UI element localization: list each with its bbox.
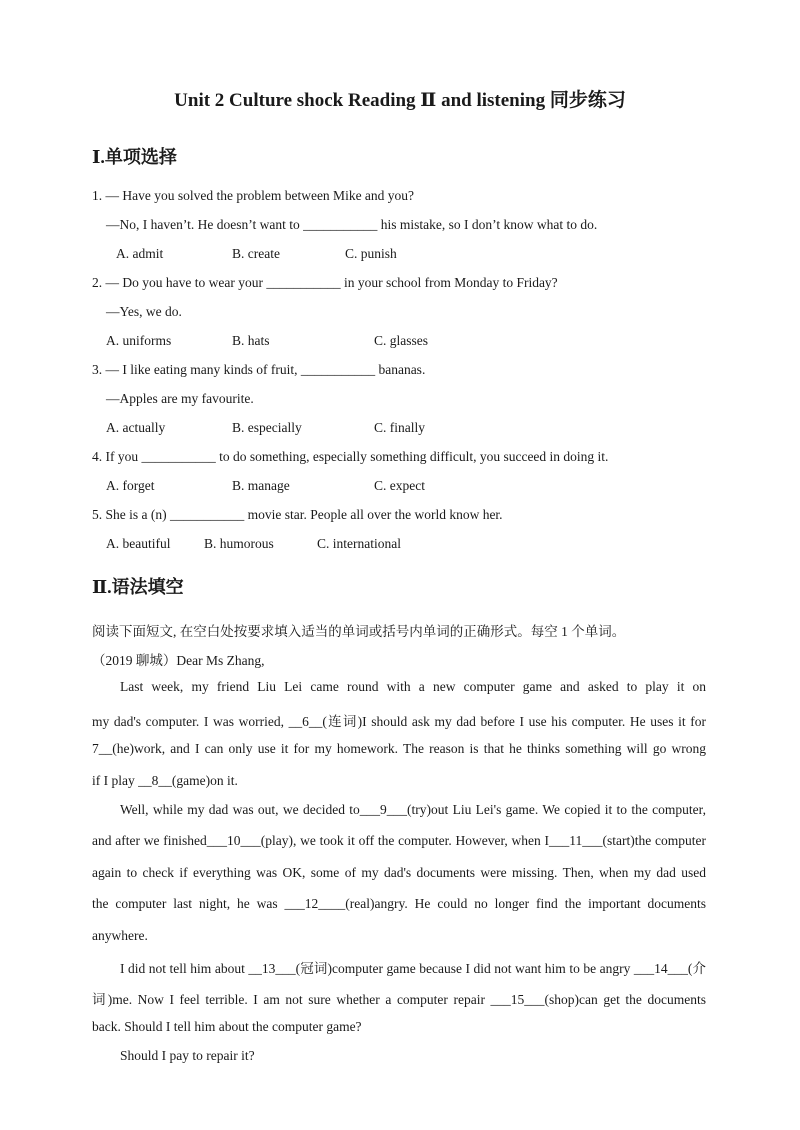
passage-line: and after we finished___10___(play), we took it off the computer. However, when I___11___(start)the computer [92, 833, 706, 848]
question-2-option-a: A. uniforms [106, 333, 172, 348]
question-4-stem: 4. If you ___________ to do something, especially something difficult, you succeed in doing it. [92, 449, 609, 464]
section-2-instruction: 阅读下面短文, 在空白处按要求填入适当的单词或括号内单词的正确形式。每空 1 个单词。 [92, 624, 626, 639]
question-3-option-b: B. especially [232, 420, 302, 435]
passage-line: 7__(he)work, and I can only use it for my homework. The reason is that he thinks something will go wrong [92, 741, 706, 756]
question-1-option-b: B. create [232, 246, 280, 261]
passage-line: Last week, my friend Liu Lei came round with a new computer game and asked to play it on [120, 679, 706, 694]
question-2-option-c: C. glasses [374, 333, 428, 348]
passage-line: my dad's computer. I was worried, __6__(连词)I should ask my dad before I use his computer. He uses it for [92, 714, 706, 729]
question-1-reply: —No, I haven’t. He doesn’t want to ___________ his mistake, so I don’t know what to do. [106, 217, 598, 232]
passage-line: again to check if everything was OK, some of my dad's documents were missing. Then, when my dad used [92, 865, 706, 880]
question-4-option-a: A. forget [106, 478, 155, 493]
letter-salutation: （2019 聊城）Dear Ms Zhang, [92, 653, 265, 668]
passage-line: 词)me. Now I feel terrible. I am not sure whether a computer repair ___15___(shop)can get the documents [92, 992, 706, 1007]
question-2-stem: 2. — Do you have to wear your ___________ in your school from Monday to Friday? [92, 275, 558, 290]
question-1-option-c: C. punish [345, 246, 397, 261]
section-1-heading: Ⅰ.单项选择 [92, 147, 177, 167]
passage-line: I did not tell him about __13___(冠词)computer game because I did not want him to be angry ___14___(介 [120, 961, 706, 976]
passage-line: back. Should I tell him about the computer game? [92, 1019, 362, 1034]
section-2-heading: Ⅱ.语法填空 [92, 577, 184, 597]
question-1-stem: 1. — Have you solved the problem between Mike and you? [92, 188, 415, 203]
question-5-option-a: A. beautiful [106, 536, 171, 551]
question-5-option-b: B. humorous [204, 536, 274, 551]
passage-line: anywhere. [92, 928, 148, 943]
page-title: Unit 2 Culture shock Reading Ⅱ and listening 同步练习 [174, 90, 626, 111]
question-5-option-c: C. international [317, 536, 401, 551]
passage-line: Should I pay to repair it? [120, 1048, 255, 1063]
question-3-option-a: A. actually [106, 420, 166, 435]
passage-line: the computer last night, he was ___12____(real)angry. He could no longer find the important documents [92, 896, 706, 911]
question-2-reply: —Yes, we do. [106, 304, 182, 319]
question-5-stem: 5. She is a (n) ___________ movie star. People all over the world know her. [92, 507, 503, 522]
passage-line: Well, while my dad was out, we decided to___9___(try)out Liu Lei's game. We copied it to the computer, [120, 802, 706, 817]
question-4-option-c: C. expect [374, 478, 425, 493]
passage-line: if I play __8__(game)on it. [92, 773, 238, 788]
question-3-option-c: C. finally [374, 420, 425, 435]
question-1-option-a: A. admit [116, 246, 164, 261]
question-3-stem: 3. — I like eating many kinds of fruit, ___________ bananas. [92, 362, 426, 377]
question-2-option-b: B. hats [232, 333, 270, 348]
question-3-reply: —Apples are my favourite. [106, 391, 254, 406]
question-4-option-b: B. manage [232, 478, 290, 493]
